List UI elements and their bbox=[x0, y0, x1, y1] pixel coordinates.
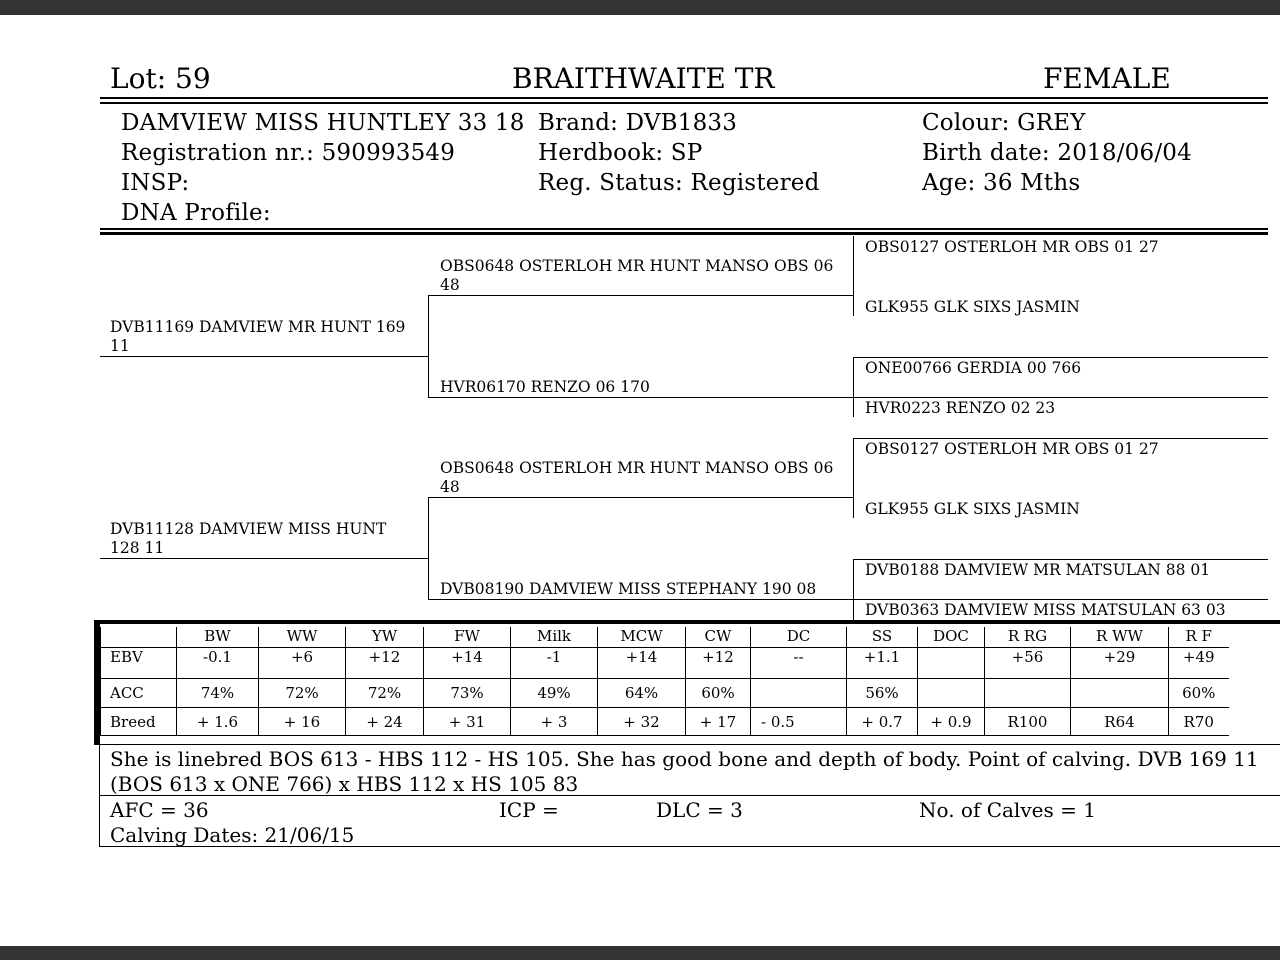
dam-bracket bbox=[428, 497, 429, 599]
breeder-name: BRAITHWAITE TR bbox=[512, 62, 775, 95]
acc-cell: 74% bbox=[177, 679, 259, 708]
header-rule-2 bbox=[100, 102, 1268, 104]
pedigree-dam: DVB11128 DAMVIEW MISS HUNT 128 11 bbox=[110, 520, 387, 557]
sd-bracket bbox=[853, 357, 854, 417]
ebv-col-header: CW bbox=[686, 627, 751, 648]
ebv-col-header: YW bbox=[346, 627, 424, 648]
breed-cell: + 24 bbox=[346, 708, 424, 736]
acc-cell: 49% bbox=[511, 679, 598, 708]
pedigree-sire: DVB11169 DAMVIEW MR HUNT 169 11 bbox=[110, 318, 406, 355]
ebv-cell: +12 bbox=[346, 648, 424, 679]
calving-dates: Calving Dates: 21/06/15 bbox=[110, 823, 355, 847]
birth-date: Birth date: 2018/06/04 bbox=[922, 140, 1192, 166]
sire-line bbox=[100, 356, 428, 357]
ebv-cell: +56 bbox=[985, 648, 1071, 679]
pedigree-gg-1: OBS0127 OSTERLOH MR OBS 01 27 bbox=[865, 238, 1159, 256]
breed-cell: + 31 bbox=[424, 708, 511, 736]
acc-cell bbox=[751, 679, 847, 708]
breed-row bbox=[101, 708, 1229, 736]
ebv-cell: -1 bbox=[511, 648, 598, 679]
sex-label: FEMALE bbox=[1043, 62, 1171, 95]
colour: Colour: GREY bbox=[922, 110, 1086, 136]
gg-8-line bbox=[853, 599, 1268, 600]
brand: Brand: DVB1833 bbox=[538, 110, 738, 136]
pedigree-gg-2: GLK955 GLK SIXS JASMIN bbox=[865, 298, 1080, 316]
header-rule bbox=[100, 97, 1268, 99]
ebv-col-header: R F bbox=[1169, 627, 1229, 648]
gg-7-line bbox=[853, 559, 1268, 560]
gg-3-line bbox=[853, 357, 1268, 358]
ebv-cell bbox=[918, 648, 985, 679]
dna-profile-label: DNA Profile: bbox=[121, 200, 271, 226]
pedigree-gg-3: ONE00766 GERDIA 00 766 bbox=[865, 359, 1082, 377]
registration-number: Registration nr.: 590993549 bbox=[121, 140, 456, 166]
acc-cell: 60% bbox=[1169, 679, 1229, 708]
breed-cell: + 0.9 bbox=[918, 708, 985, 736]
ebv-col-header: Milk bbox=[511, 627, 598, 648]
ebv-col-header: FW bbox=[424, 627, 511, 648]
pedigree-gg-5: OBS0127 OSTERLOH MR OBS 01 27 bbox=[865, 440, 1159, 458]
ebv-cell: +49 bbox=[1169, 648, 1229, 679]
acc-cell bbox=[1071, 679, 1169, 708]
breed-cell: + 0.7 bbox=[847, 708, 918, 736]
ds-bracket bbox=[853, 438, 854, 518]
ebv-col-header: MCW bbox=[598, 627, 686, 648]
age: Age: 36 Mths bbox=[922, 170, 1081, 196]
pedigree-gg-4: HVR0223 RENZO 02 23 bbox=[865, 399, 1056, 417]
herdbook: Herdbook: SP bbox=[538, 140, 703, 166]
ebv-table-top-border bbox=[94, 620, 1280, 624]
ebv-col-header: R RG bbox=[985, 627, 1071, 648]
ebv-cell: +14 bbox=[598, 648, 686, 679]
ss-bracket bbox=[853, 236, 854, 316]
breed-cell: + 17 bbox=[686, 708, 751, 736]
ebv-header-row bbox=[101, 627, 1229, 648]
ebv-cell: +14 bbox=[424, 648, 511, 679]
breed-row-label: Breed bbox=[101, 708, 177, 736]
comments-line-2: (BOS 613 x ONE 766) x HBS 112 x HS 105 83 bbox=[110, 772, 579, 796]
dam-line bbox=[100, 558, 428, 559]
comments-line-1: She is linebred BOS 613 - HBS 112 - HS 105. She has good bone and depth of body. Point of calving. DVB 169 11 bbox=[110, 747, 1259, 771]
breed-cell: + 3 bbox=[511, 708, 598, 736]
acc-row-label: ACC bbox=[101, 679, 177, 708]
ds-line bbox=[428, 497, 853, 498]
calving-box bbox=[99, 795, 1280, 847]
insp-label: INSP: bbox=[121, 170, 190, 196]
ebv-cell: +6 bbox=[259, 648, 346, 679]
viewer-bottom-bar bbox=[0, 946, 1280, 960]
ebv-col-header: DC bbox=[751, 627, 847, 648]
sd-line bbox=[428, 397, 853, 398]
breed-cell: R100 bbox=[985, 708, 1071, 736]
pedigree-gg-8: DVB0363 DAMVIEW MISS MATSULAN 63 03 bbox=[865, 601, 1226, 619]
comments-box bbox=[99, 744, 1280, 796]
ebv-col-header: WW bbox=[259, 627, 346, 648]
breed-cell: - 0.5 bbox=[751, 708, 847, 736]
ss-line bbox=[428, 295, 853, 296]
ebv-cell: +12 bbox=[686, 648, 751, 679]
acc-cell: 56% bbox=[847, 679, 918, 708]
afc-value: AFC = 36 bbox=[110, 798, 209, 822]
dd-bracket bbox=[853, 559, 854, 621]
animal-name: DAMVIEW MISS HUNTLEY 33 18 bbox=[121, 110, 525, 136]
ebv-cell: +1.1 bbox=[847, 648, 918, 679]
breed-cell: + 1.6 bbox=[177, 708, 259, 736]
calves-count: No. of Calves = 1 bbox=[919, 798, 1096, 822]
ebv-cell: -- bbox=[751, 648, 847, 679]
pedigree-dam-sire: OBS0648 OSTERLOH MR HUNT MANSO OBS 06 48 bbox=[440, 459, 834, 496]
dlc-value: DLC = 3 bbox=[656, 798, 743, 822]
ebv-row bbox=[101, 648, 1229, 679]
details-rule bbox=[100, 228, 1268, 230]
breed-cell: R70 bbox=[1169, 708, 1229, 736]
breed-cell: + 16 bbox=[259, 708, 346, 736]
acc-cell: 72% bbox=[346, 679, 424, 708]
acc-cell: 64% bbox=[598, 679, 686, 708]
pedigree-gg-6: GLK955 GLK SIXS JASMIN bbox=[865, 500, 1080, 518]
sire-bracket bbox=[428, 295, 429, 397]
pedigree-sire-dam: HVR06170 RENZO 06 170 bbox=[440, 378, 650, 396]
icp-value: ICP = bbox=[499, 798, 559, 822]
ebv-header-blank bbox=[101, 627, 177, 648]
ebv-cell: +29 bbox=[1071, 648, 1169, 679]
dd-line bbox=[428, 599, 853, 600]
viewer-top-bar bbox=[0, 0, 1280, 15]
acc-cell bbox=[985, 679, 1071, 708]
breed-cell: R64 bbox=[1071, 708, 1169, 736]
ebv-cell: -0.1 bbox=[177, 648, 259, 679]
acc-row bbox=[101, 679, 1229, 708]
breed-cell: + 32 bbox=[598, 708, 686, 736]
ebv-table bbox=[100, 627, 1229, 736]
details-rule-2 bbox=[100, 232, 1268, 235]
acc-cell: 72% bbox=[259, 679, 346, 708]
ebv-col-header: DOC bbox=[918, 627, 985, 648]
registration-status: Reg. Status: Registered bbox=[538, 170, 820, 196]
acc-cell bbox=[918, 679, 985, 708]
acc-cell: 60% bbox=[686, 679, 751, 708]
gg-4-line bbox=[853, 397, 1268, 398]
ebv-col-header: SS bbox=[847, 627, 918, 648]
pedigree-gg-7: DVB0188 DAMVIEW MR MATSULAN 88 01 bbox=[865, 561, 1211, 579]
pedigree-sire-sire: OBS0648 OSTERLOH MR HUNT MANSO OBS 06 48 bbox=[440, 257, 834, 294]
ebv-row-label: EBV bbox=[101, 648, 177, 679]
ebv-col-header: R WW bbox=[1071, 627, 1169, 648]
pedigree-dam-dam: DVB08190 DAMVIEW MISS STEPHANY 190 08 bbox=[440, 580, 817, 598]
lot-number: Lot: 59 bbox=[110, 62, 211, 95]
ebv-col-header: BW bbox=[177, 627, 259, 648]
gg-5-line bbox=[853, 438, 1268, 439]
acc-cell: 73% bbox=[424, 679, 511, 708]
